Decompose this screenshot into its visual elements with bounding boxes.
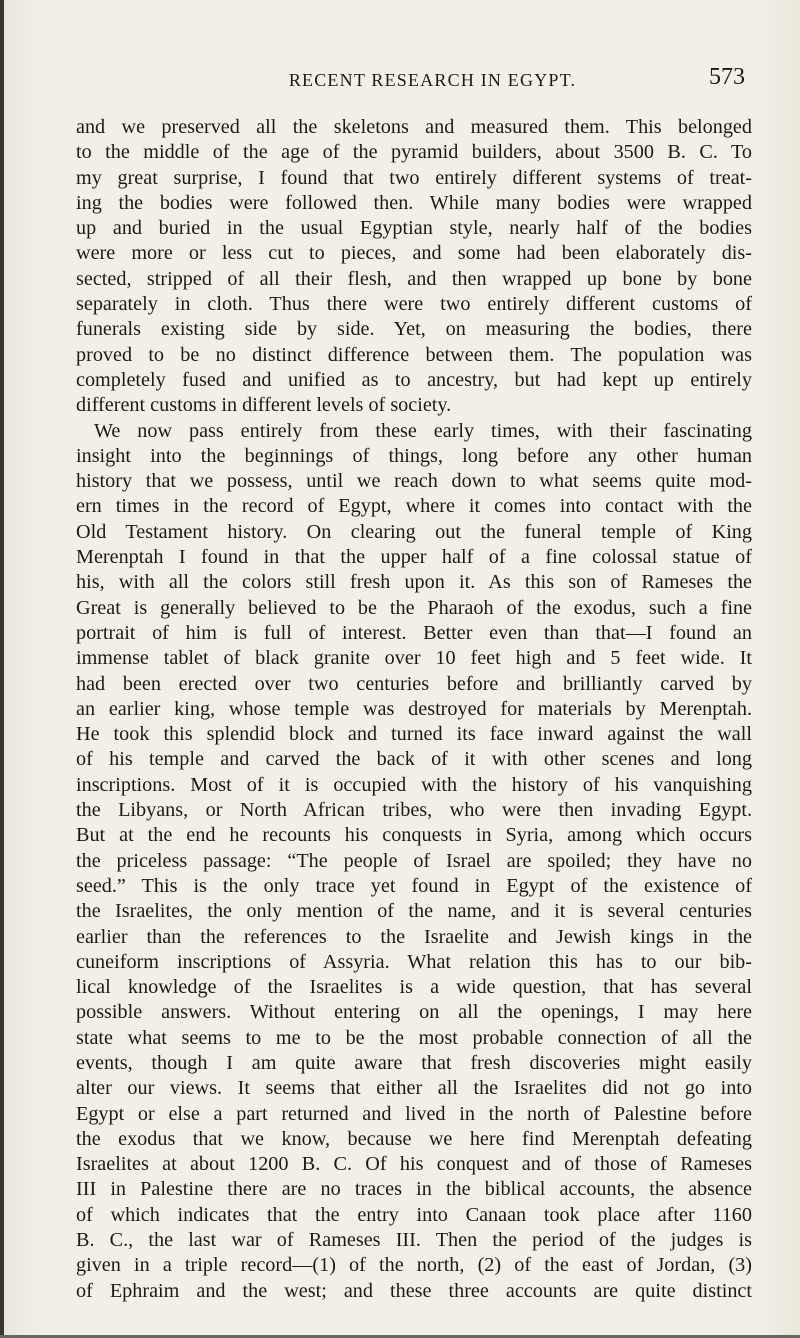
text-line: immense tablet of black granite over 10 feet high and 5 feet wide. It <box>76 647 752 670</box>
text-line: cuneiform inscriptions of Assyria. What relation this has to our bib- <box>76 950 752 973</box>
text-line: up and buried in the usual Egyptian style, nearly half of the bodies <box>76 217 752 240</box>
text-line: earlier than the references to the Israelite and Jewish kings in the <box>76 925 752 948</box>
text-line: history that we possess, until we reach down to what seems quite mod- <box>76 470 752 493</box>
text-line: were more or less cut to pieces, and some had been elaborately dis- <box>76 242 752 265</box>
text-line: proved to be no distinct difference between them. The population was <box>76 343 752 366</box>
text-line: Merenptah I found in that the upper half of a fine colossal statue of <box>76 546 752 569</box>
text-line: possible answers. Without entering on all the openings, I may here <box>76 1001 752 1024</box>
text-line: ern times in the record of Egypt, where it comes into contact with the <box>76 495 752 518</box>
text-line: sected, stripped of all their flesh, and then wrapped up bone by bone <box>76 267 752 290</box>
text-line: given in a triple record—(1) of the north, (2) of the east of Jordan, (3) <box>76 1254 752 1277</box>
text-line: alter our views. It seems that either all the Israelites did not go into <box>76 1077 752 1100</box>
text-line: had been erected over two centuries before and brilliantly carved by <box>76 672 752 695</box>
body-text <box>76 115 752 1304</box>
text-line: Egypt or else a part returned and lived in the north of Palestine before <box>76 1102 752 1125</box>
text-line: funerals existing side by side. Yet, on measuring the bodies, there <box>76 318 752 341</box>
text-line: He took this splendid block and turned its face inward against the wall <box>76 723 752 746</box>
page-binding-edge <box>0 0 4 1338</box>
text-line: separately in cloth. Thus there were two entirely different customs of <box>76 293 752 316</box>
text-line: completely fused and unified as to ancestry, but had kept up entirely <box>76 368 752 391</box>
text-line: of his temple and carved the back of it with other scenes and long <box>76 748 752 771</box>
text-line: his, with all the colors still fresh upon it. As this son of Rameses the <box>76 571 752 594</box>
page-number: 573 <box>709 64 745 90</box>
text-line: Israelites at about 1200 B. C. Of his conquest and of those of Rameses <box>76 1153 752 1176</box>
text-line: inscriptions. Most of it is occupied with the history of his vanquishing <box>76 773 752 796</box>
running-title: RECENT RESEARCH IN EGYPT. <box>288 70 577 90</box>
text-line: the Libyans, or North African tribes, who were then invading Egypt. <box>76 799 752 822</box>
text-line: But at the end he recounts his conquests in Syria, among which occurs <box>76 824 752 847</box>
text-line: to the middle of the age of the pyramid builders, about 3500 B. C. To <box>76 141 752 164</box>
text-line: the Israelites, the only mention of the name, and it is several centuries <box>76 900 752 923</box>
paragraph-first-line: We now pass entirely from these early times, with their fascinating <box>94 419 752 442</box>
text-line: III in Palestine there are no traces in the biblical accounts, the absence <box>76 1178 752 1201</box>
text-line: my great surprise, I found that two entirely different systems of treat- <box>76 166 752 189</box>
text-line: of Ephraim and the west; and these three accounts are quite distinct <box>76 1279 752 1302</box>
text-line: and we preserved all the skeletons and measured them. This belonged <box>76 116 752 138</box>
text-line: state what seems to me to be the most probable connection of all the <box>76 1026 752 1049</box>
text-line: of which indicates that the entry into Canaan took place after 1160 <box>76 1203 752 1226</box>
text-line: events, though I am quite aware that fresh discoveries might easily <box>76 1051 752 1074</box>
text-line: the exodus that we know, because we here find Merenptah defeating <box>76 1127 752 1150</box>
text-line: Great is generally believed to be the Pharaoh of the exodus, such a fine <box>76 596 752 619</box>
running-head <box>120 64 745 94</box>
text-line: B. C., the last war of Rameses III. Then the period of the judges is <box>76 1229 752 1252</box>
text-line: seed.” This is the only trace yet found in Egypt of the existence of <box>76 874 752 897</box>
text-line: lical knowledge of the Israelites is a wide question, that has several <box>76 976 752 999</box>
text-line: Old Testament history. On clearing out the funeral temple of King <box>76 520 752 543</box>
text-line: insight into the beginnings of things, long before any other human <box>76 444 752 467</box>
text-line: ing the bodies were followed then. While many bodies were wrapped <box>76 191 752 214</box>
text-line: an earlier king, whose temple was destroyed for materials by Merenptah. <box>76 697 752 720</box>
text-line: the priceless passage: “The people of Israel are spoiled; they have no <box>76 849 752 872</box>
text-line: portrait of him is full of interest. Better even than that—I found an <box>76 621 752 644</box>
text-line: different customs in different levels of society. <box>76 394 452 417</box>
